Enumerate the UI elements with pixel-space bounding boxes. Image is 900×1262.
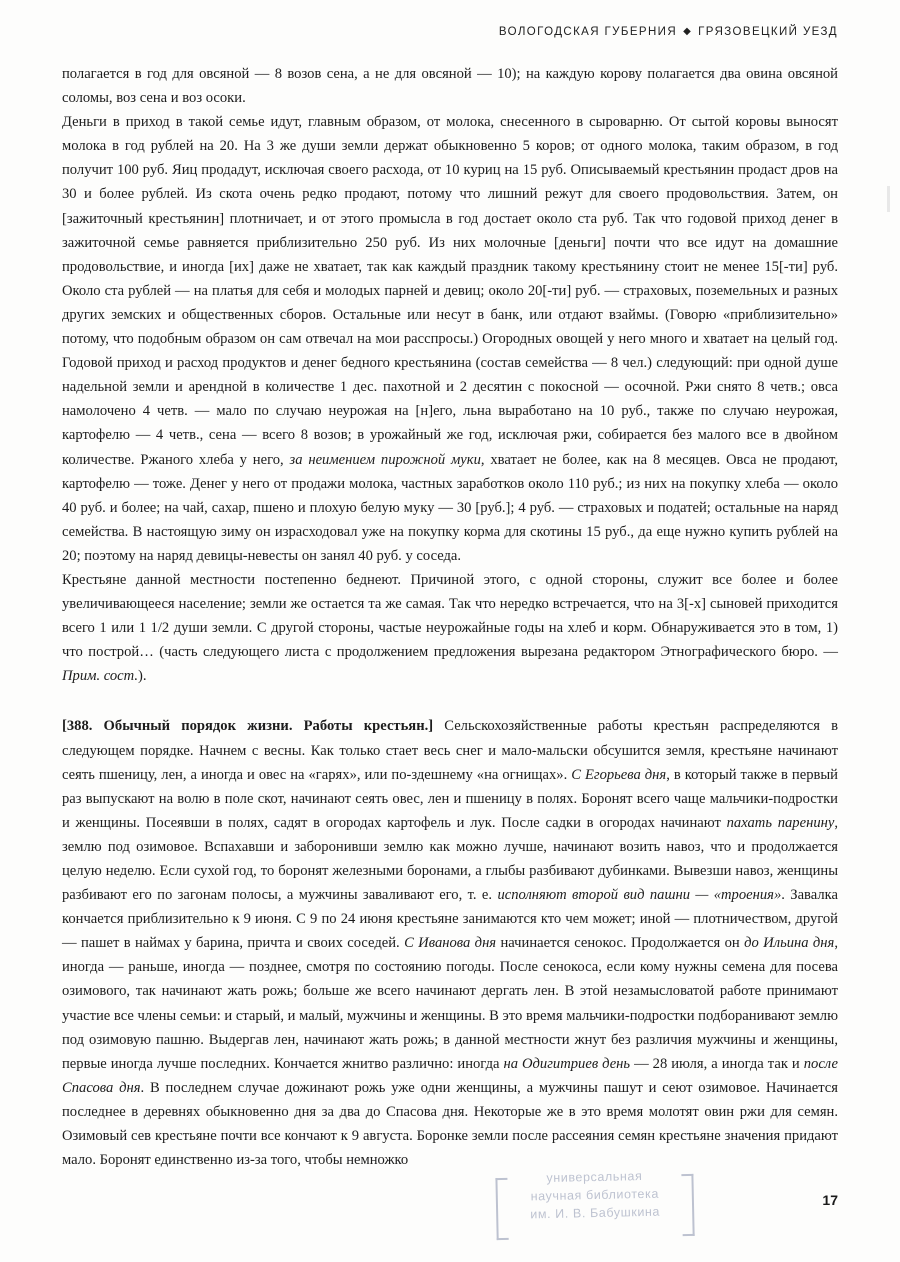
- section-spacer: [62, 688, 838, 714]
- stamp-bracket-left: [495, 1178, 508, 1240]
- running-header: [499, 26, 838, 38]
- paragraph-2-text-a: Деньги в приход в такой семье идут, главным образом, от молока, снесенного в сыроварню. От сытой коровы выносят молока в год рублей на 20. На 3 же души земли держат обыкновенно 5 коров; от одного молока, таким образом, в год получит 100 руб. Яиц продадут, исключая своего расхода, от 10 куриц на 15 руб. Описываемый крестьянин продаст дров на 30 и более рублей. Из скота очень редко продают, потому что лишний режут для своего продовольствия. Затем, он [зажиточный крестьянин] плотничает, и от этого промысла в год достает около ста руб. Так что годовой приход денег в зажиточной семье равняется приблизительно 250 руб. Из них молочные [деньги] почти что все идут на домашние продовольствие, и иногда [их] даже не хватает, так как каждый праздник такому крестьянину стоит не менее 15[-ти] руб. Около ста рублей — на платья для себя и молодых парней и девиц; около 20[-ти] руб. — страховых, поземельных и разных других земских и общественных сборов. Остальные или несут в банк, или отдают взаймы. (Говорю «приблизительно» потому, что подобным образом он сам отвечал на мои расспросы.) Огородных овощей у него много и хватает на целый год. Годовой приход и расход продуктов и денег бедного крестьянина (состав семейства — 8 чел.) следующий: при одной душе надельной земли и арендной в количестве 1 дес. пахотной и 2 десятин с покосной — осочной. Ржи снято 8 четв.; овса намолочено 4 четв. — мало по случаю неурожая на [н]его, льна выработано на 10 руб., также по случаю неурожая, картофелю — 4 четв., сена — всего 8 возов; в урожайный же год, исключая ржи, собирается без малого все в двойном количестве. Ржаного хлеба у него,: [62, 114, 838, 468]
- paragraph-4-text-d: . Завалка кончается приблизительно к 9 июня. С 9 по 24 июня крестьяне занимаются кто чем может; иной — плотничеством, другой — пашет в наймах у барина, причта и своих соседей.: [62, 887, 838, 952]
- section-heading: [388. Обычный порядок жизни. Работы крестьян.]: [62, 718, 434, 735]
- paragraph-1: [62, 62, 838, 110]
- page-number: 17: [822, 1192, 838, 1208]
- paragraph-4-text-b: , в который также в первый раз выпускают на волю в поле скот, начинают сеять овес, лен и пшеницу в полях. Боронят всего чаще мальчики-подростки и женщины. Посеявши в полях, садят в огородах картофель и лук. После садки в огородах начинают: [62, 766, 838, 831]
- stamp-line-1: универсальная: [546, 1169, 643, 1186]
- paragraph-4: [62, 714, 838, 1172]
- paragraph-4-italic-2: пахать паренину: [726, 814, 835, 831]
- paragraph-4-text-c: , землю под озимовое. Вспахавши и заборонивши землю как можно лучше, начинают возить навоз, что и продолжается целую неделю. Если сухой год, то боронят железными боронами, а глыбы разбивают дубинками. Вывезши навоз, женщины разбивают его по загонам полосы, а мужчины заваливают его, т. е.: [62, 814, 838, 904]
- paragraph-3-text-b: ).: [138, 668, 147, 685]
- stamp-line-2: научная библиотека: [530, 1186, 660, 1204]
- paragraph-2: [62, 110, 838, 568]
- paragraph-4-text-e: начинается сенокос. Продолжается он: [496, 935, 745, 952]
- paragraph-3-text-a: Крестьяне данной местности постепенно беднеют. Причиной этого, с одной стороны, служит все более и более увеличивающееся население; земли же остается та же самая. Так что нередко встречается, что на 3[-х] сыновей приходится всего 1 или 1 1/2 души земли. С другой стороны, частые неурожайные годы на хлеб и корм. Обнаруживается это в том, 1) что построй… (часть следующего листа с продолжением предложения вырезана редактором Этнографического бюро. —: [62, 571, 838, 661]
- page-edge-mark: [887, 186, 890, 212]
- paragraph-4-text-f: , иногда — раньше, иногда — позднее, смотря по состоянию погоды. После сенокоса, если кому нужны семена для посева озимового, так начинают жать рожь; больше же всего начинают дергать лен. В этой незамысловатой работе принимают участие все члены семьи: и старый, и малый, мужчины и женщины. В это время мальчики-подростки подборанивают землю под озимовую пашню. Выдергав лен, начинают жать рожь; в данной местности жнут без различия мужчины и женщины, первые иногда лучше последних. Кончается жнитво различно: иногда: [62, 935, 838, 1072]
- paragraph-4-italic-7: после Спасова дня: [62, 1055, 838, 1096]
- paragraph-4-text-h: . В последнем случае дожинают рожь уже одни женщины, а мужчины пашут и сеют озимовое. Начинается последнее в деревнях обыкновенно дня за два до Спасова дня. Некоторые же в это время молотят овин ржи для семян. Озимовый сев крестьяне почти все кончают к 9 августа. Боронке земли после рассеяния семян крестьяне значения придают мало. Боронят единственно из-за того, чтобы немножко: [62, 1079, 839, 1169]
- paragraph-4-italic-4: С Иванова дня: [404, 935, 497, 952]
- stamp-bracket-right: [681, 1174, 694, 1236]
- paragraph-4-text-g: — 28 июля, а иногда так и: [630, 1055, 804, 1072]
- paragraph-4-italic-6: на Одигитриев день: [503, 1055, 631, 1072]
- paragraph-3-italic-1: Прим. сост.: [62, 668, 138, 685]
- paragraph-3: [62, 568, 838, 688]
- paragraph-4-text-a: Сельскохозяйственные работы крестьян распределяются в следующем порядке. Начнем с весны. Как только стает весь снег и мало-мальски обсушится земля, крестьяне начинают сеять пшеницу, лен, а иногда и овес на «гарях», или по-здешнему «на огнищах».: [62, 718, 838, 783]
- stamp-line-3: им. И. В. Бабушкина: [530, 1204, 661, 1222]
- paragraph-4-italic-5: до Ильина дня: [744, 935, 835, 952]
- paragraph-2-italic-1: за неимением пирожной муки: [289, 451, 481, 468]
- diamond-icon: ◆: [683, 26, 693, 38]
- header-district: ГРЯЗОВЕЦКИЙ УЕЗД: [698, 26, 838, 38]
- paragraph-4-italic-1: С Егорьева дня: [571, 766, 667, 783]
- paragraph-4-italic-3: исполняют второй вид пашни — «троения»: [497, 887, 782, 904]
- paragraph-1-text: полагается в год для овсяной — 8 возов сена, а не для овсяной — 10); на каждую корову полагается два овина овсяной соломы, воз сена и воз осоки.: [62, 66, 838, 107]
- library-stamp: [491, 1166, 699, 1244]
- header-region: ВОЛОГОДСКАЯ ГУБЕРНИЯ: [498, 26, 678, 38]
- page-body: [62, 62, 838, 1172]
- paragraph-2-text-b: , хватает не более, как на 8 месяцев. Овса не продают, картофелю — тоже. Денег у него от продажи молока, частных заработков около 110 руб.; из них на покупку хлеба — около 40 руб. и более; на чай, сахар, пшено и плохую белую муку — 30 [руб.]; 4 руб. — страховых и податей; остальные на наряд семейства. В настоящую зиму он израсходовал уже на покупку корма для скотины 15 руб., да еще нужно купить рублей на 20; поэтому на наряд девицы-невесты он занял 40 руб. у соседа.: [62, 451, 838, 564]
